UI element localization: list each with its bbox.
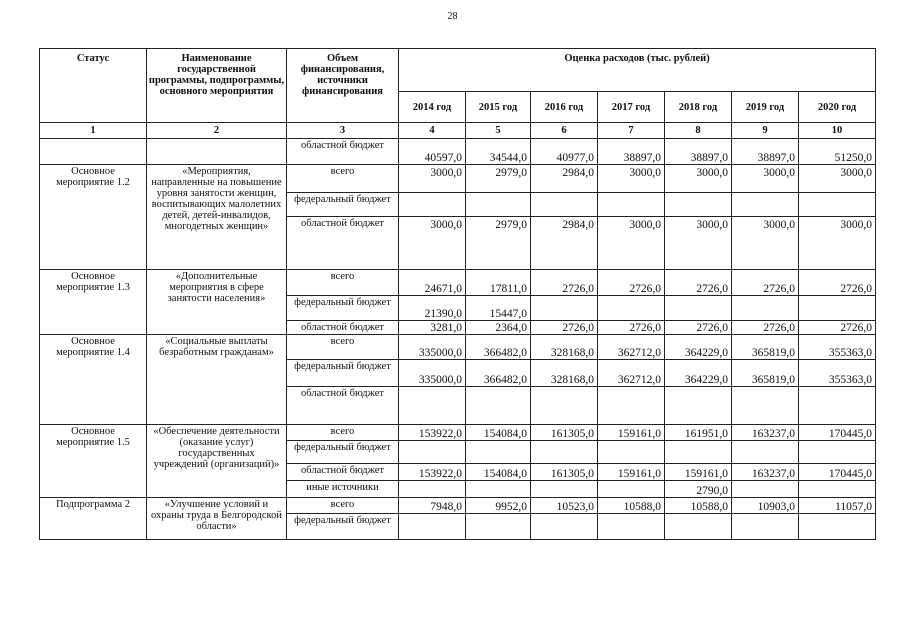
source-label: федеральный бюджет xyxy=(287,193,399,217)
year-header: 2015 год xyxy=(466,92,531,123)
index-cell: 1 xyxy=(40,123,147,139)
source-label: федеральный бюджет xyxy=(287,514,399,540)
source-label: областной бюджет xyxy=(287,217,399,270)
index-cell: 4 xyxy=(399,123,466,139)
value-cell: 355363,0 xyxy=(799,335,876,360)
value-cell: 2790,0 xyxy=(665,481,732,498)
value-cell: 10588,0 xyxy=(665,498,732,514)
value-cell: 2979,0 xyxy=(466,217,531,270)
status-cell: Основное мероприятие 1.2 xyxy=(40,165,147,270)
year-header: 2019 год xyxy=(732,92,799,123)
year-header: 2020 год xyxy=(799,92,876,123)
value-cell: 163237,0 xyxy=(732,425,799,441)
budget-table xyxy=(39,48,876,540)
value-cell: 153922,0 xyxy=(399,425,466,441)
value-cell: 2726,0 xyxy=(598,321,665,335)
value-cell: 38897,0 xyxy=(598,139,665,165)
value-cell: 3000,0 xyxy=(799,217,876,270)
index-cell: 2 xyxy=(147,123,287,139)
value-cell: 2726,0 xyxy=(799,321,876,335)
year-header: 2018 год xyxy=(665,92,732,123)
value-cell: 10588,0 xyxy=(598,498,665,514)
index-row xyxy=(40,123,876,139)
source-label: областной бюджет xyxy=(287,464,399,481)
value-cell: 2979,0 xyxy=(466,165,531,193)
value-cell: 15447,0 xyxy=(466,296,531,321)
value-cell: 362712,0 xyxy=(598,335,665,360)
value-cell: 51250,0 xyxy=(799,139,876,165)
name-header: Наименование государственной программы, подпрограммы, основного мероприятия xyxy=(147,49,287,123)
source-label: областной бюджет xyxy=(287,321,399,335)
value-cell: 3000,0 xyxy=(732,165,799,193)
value-cell: 24671,0 xyxy=(399,270,466,296)
source-label: федеральный бюджет xyxy=(287,441,399,464)
value-cell: 328168,0 xyxy=(531,335,598,360)
value-cell: 335000,0 xyxy=(399,335,466,360)
value-cell: 366482,0 xyxy=(466,335,531,360)
value-cell: 40977,0 xyxy=(531,139,598,165)
value-cell: 161951,0 xyxy=(665,425,732,441)
value-cell: 2726,0 xyxy=(531,270,598,296)
source-label: всего xyxy=(287,425,399,441)
status-cell: Основное мероприятие 1.3 xyxy=(40,270,147,335)
value-cell: 3000,0 xyxy=(399,217,466,270)
table-row xyxy=(40,139,876,165)
value-cell: 161305,0 xyxy=(531,464,598,481)
table-row xyxy=(40,498,876,514)
value-cell: 364229,0 xyxy=(665,335,732,360)
index-cell: 7 xyxy=(598,123,665,139)
value-cell: 161305,0 xyxy=(531,425,598,441)
index-cell: 8 xyxy=(665,123,732,139)
value-cell: 2984,0 xyxy=(531,165,598,193)
source-label: иные источники xyxy=(287,481,399,498)
source-label: всего xyxy=(287,165,399,193)
value-cell: 366482,0 xyxy=(466,360,531,387)
value-cell: 365819,0 xyxy=(732,360,799,387)
value-cell: 159161,0 xyxy=(598,464,665,481)
status-header: Статус xyxy=(40,49,147,123)
status-cell: Основное мероприятие 1.4 xyxy=(40,335,147,425)
value-cell: 2726,0 xyxy=(799,270,876,296)
value-cell: 3000,0 xyxy=(598,217,665,270)
value-cell: 2364,0 xyxy=(466,321,531,335)
value-cell: 38897,0 xyxy=(665,139,732,165)
year-header: 2016 год xyxy=(531,92,598,123)
status-cell: Подпрограмма 2 xyxy=(40,498,147,540)
year-header: 2014 год xyxy=(399,92,466,123)
value-cell: 17811,0 xyxy=(466,270,531,296)
value-cell: 170445,0 xyxy=(799,464,876,481)
header-row xyxy=(40,49,876,92)
value-cell: 163237,0 xyxy=(732,464,799,481)
value-cell: 3000,0 xyxy=(399,165,466,193)
value-cell: 3000,0 xyxy=(732,217,799,270)
status-cell: Основное мероприятие 1.5 xyxy=(40,425,147,498)
index-cell: 10 xyxy=(799,123,876,139)
name-cell: «Обеспечение деятельности (оказание услуг) государственных учреждений (организаций)» xyxy=(147,425,287,498)
value-cell: 11057,0 xyxy=(799,498,876,514)
value-cell: 2726,0 xyxy=(665,270,732,296)
name-cell: «Дополнительные мероприятия в сфере занятости населения» xyxy=(147,270,287,335)
value-cell: 2726,0 xyxy=(665,321,732,335)
value-cell: 2726,0 xyxy=(732,321,799,335)
name-cell: «Мероприятия, направленные на повышение уровня занятости женщин, воспитывающих малолетних детей, детей-инвалидов, многодетных женщин» xyxy=(147,165,287,270)
table-row xyxy=(40,335,876,360)
value-cell: 38897,0 xyxy=(732,139,799,165)
value-cell: 362712,0 xyxy=(598,360,665,387)
value-cell: 10523,0 xyxy=(531,498,598,514)
value-cell: 364229,0 xyxy=(665,360,732,387)
value-cell: 2726,0 xyxy=(732,270,799,296)
value-cell: 3000,0 xyxy=(665,217,732,270)
value-cell: 3000,0 xyxy=(665,165,732,193)
value-cell: 170445,0 xyxy=(799,425,876,441)
value-cell: 2726,0 xyxy=(531,321,598,335)
value-cell: 2984,0 xyxy=(531,217,598,270)
index-cell: 6 xyxy=(531,123,598,139)
table-row xyxy=(40,270,876,296)
value-cell: 2726,0 xyxy=(598,270,665,296)
source-label: всего xyxy=(287,335,399,360)
value-cell: 159161,0 xyxy=(665,464,732,481)
volume-header: Объем финансирования, источники финансирования xyxy=(287,49,399,123)
page-number: 28 xyxy=(447,11,458,22)
value-cell: 7948,0 xyxy=(399,498,466,514)
index-cell: 3 xyxy=(287,123,399,139)
source-label: федеральный бюджет xyxy=(287,360,399,387)
value-cell: 34544,0 xyxy=(466,139,531,165)
value-cell: 365819,0 xyxy=(732,335,799,360)
source-label: областной бюджет xyxy=(287,387,399,425)
value-cell: 335000,0 xyxy=(399,360,466,387)
name-cell: «Улучшение условий и охраны труда в Белгородской области» xyxy=(147,498,287,540)
value-cell: 40597,0 xyxy=(399,139,466,165)
value-cell: 10903,0 xyxy=(732,498,799,514)
index-cell: 5 xyxy=(466,123,531,139)
value-cell: 154084,0 xyxy=(466,464,531,481)
estimate-header: Оценка расходов (тыс. рублей) xyxy=(399,49,876,92)
value-cell: 21390,0 xyxy=(399,296,466,321)
year-header: 2017 год xyxy=(598,92,665,123)
value-cell: 3000,0 xyxy=(598,165,665,193)
index-cell: 9 xyxy=(732,123,799,139)
value-cell: 355363,0 xyxy=(799,360,876,387)
source-label: областной бюджет xyxy=(287,139,399,165)
table-row xyxy=(40,165,876,193)
value-cell: 154084,0 xyxy=(466,425,531,441)
value-cell: 159161,0 xyxy=(598,425,665,441)
table-row xyxy=(40,425,876,441)
value-cell: 153922,0 xyxy=(399,464,466,481)
source-label: всего xyxy=(287,498,399,514)
value-cell: 3281,0 xyxy=(399,321,466,335)
value-cell: 3000,0 xyxy=(799,165,876,193)
value-cell: 9952,0 xyxy=(466,498,531,514)
name-cell: «Социальные выплаты безработным гражданам» xyxy=(147,335,287,425)
value-cell: 328168,0 xyxy=(531,360,598,387)
source-label: всего xyxy=(287,270,399,296)
source-label: федеральный бюджет xyxy=(287,296,399,321)
